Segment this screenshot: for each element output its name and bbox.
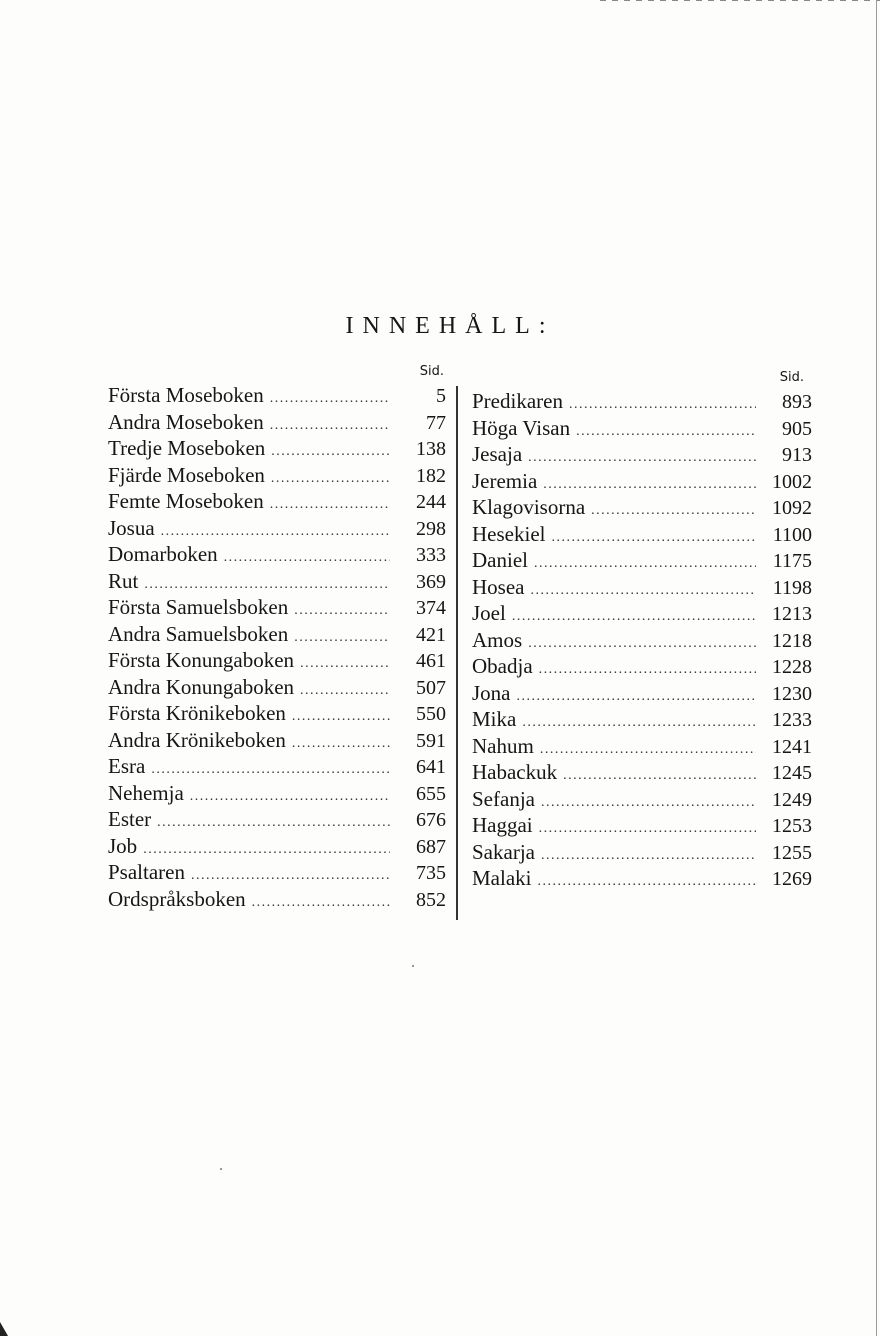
book-name: Första Konungaboken bbox=[108, 648, 295, 672]
toc-entry[interactable] bbox=[472, 521, 812, 548]
toc-entry[interactable] bbox=[472, 574, 812, 601]
book-name: Andra Moseboken bbox=[108, 409, 264, 434]
dot-leader bbox=[190, 784, 390, 811]
toc-entry[interactable] bbox=[108, 727, 448, 754]
scan-corner-mark bbox=[0, 1322, 8, 1336]
toc-entry[interactable] bbox=[108, 568, 448, 595]
book-name: Hesekiel bbox=[472, 521, 546, 546]
page-number: 507 bbox=[416, 676, 446, 699]
dot-leader bbox=[270, 413, 390, 440]
toc-entry[interactable] bbox=[472, 468, 812, 495]
dot-leader bbox=[569, 392, 756, 419]
book-name: Psaltaren bbox=[108, 860, 185, 884]
dot-leader bbox=[563, 763, 756, 790]
page-number: 591 bbox=[416, 729, 446, 752]
book-name: Nehemja bbox=[108, 780, 184, 805]
toc-entry[interactable] bbox=[472, 388, 812, 415]
page-column-header: Sid. bbox=[419, 364, 444, 379]
dot-leader bbox=[539, 816, 756, 843]
toc-entry[interactable] bbox=[108, 488, 448, 515]
dot-leader bbox=[151, 757, 390, 784]
page-number: 182 bbox=[416, 464, 446, 487]
dot-leader bbox=[270, 492, 390, 519]
dot-leader bbox=[271, 466, 390, 493]
page-number: 374 bbox=[416, 597, 446, 619]
page-edge-top bbox=[600, 0, 880, 1]
toc-entry[interactable] bbox=[108, 674, 448, 701]
page-number: 1230 bbox=[772, 682, 812, 705]
dot-leader bbox=[576, 419, 756, 446]
page-number: 1198 bbox=[772, 576, 812, 599]
dot-leader bbox=[540, 737, 756, 764]
book-name: Mika bbox=[472, 707, 517, 731]
page-number: 461 bbox=[416, 650, 446, 672]
dot-leader bbox=[300, 651, 390, 678]
page-number: 1228 bbox=[772, 656, 812, 678]
page-number: 77 bbox=[426, 411, 446, 434]
dot-leader bbox=[270, 386, 390, 413]
page-number: 5 bbox=[436, 385, 446, 407]
toc-entries-left bbox=[108, 382, 448, 912]
dot-leader bbox=[541, 790, 756, 817]
dot-leader bbox=[528, 631, 756, 658]
dot-leader bbox=[522, 710, 756, 737]
book-name: Amos bbox=[472, 627, 523, 652]
dot-leader bbox=[224, 545, 390, 572]
toc-entry[interactable] bbox=[108, 833, 448, 860]
page-number: 905 bbox=[782, 417, 812, 440]
page-number: 244 bbox=[416, 491, 446, 513]
book-name: Ester bbox=[108, 807, 152, 831]
dot-leader bbox=[541, 843, 756, 870]
book-name: Jona bbox=[472, 680, 511, 705]
page-number: 1245 bbox=[772, 762, 812, 784]
book-name: Andra Samuelsboken bbox=[108, 621, 289, 646]
page-number: 641 bbox=[416, 756, 446, 778]
page-number: 1255 bbox=[772, 841, 812, 864]
toc-entry[interactable] bbox=[472, 839, 812, 866]
page-number: 1213 bbox=[772, 603, 812, 625]
toc-entry[interactable] bbox=[108, 780, 448, 807]
dot-leader bbox=[517, 684, 757, 711]
toc-entry[interactable] bbox=[108, 435, 448, 462]
book-name: Ordspråksboken bbox=[108, 886, 246, 911]
page-number: 687 bbox=[416, 835, 446, 858]
page-number: 913 bbox=[782, 444, 812, 466]
book-name: Daniel bbox=[472, 548, 528, 572]
dot-leader bbox=[539, 657, 756, 684]
toc-entry[interactable] bbox=[472, 415, 812, 442]
toc-entry[interactable] bbox=[472, 759, 812, 786]
dot-leader bbox=[292, 731, 390, 758]
book-name: Nahum bbox=[472, 733, 534, 758]
page-number: 1092 bbox=[772, 497, 812, 519]
book-name: Första Samuelsboken bbox=[108, 595, 289, 619]
book-name: Haggai bbox=[472, 813, 533, 837]
toc-entry[interactable] bbox=[108, 621, 448, 648]
page-title: INNEHÅLL: bbox=[345, 313, 555, 339]
page-number: 893 bbox=[782, 391, 812, 413]
page-number: 1233 bbox=[772, 709, 812, 731]
page-edge-right bbox=[876, 0, 877, 1336]
book-name: Andra Krönikeboken bbox=[108, 727, 286, 752]
page-number: 1175 bbox=[772, 550, 812, 572]
paper-speck bbox=[220, 1168, 222, 1170]
page-number: 421 bbox=[416, 623, 446, 646]
toc-entry[interactable] bbox=[108, 859, 448, 886]
toc-entry[interactable] bbox=[472, 706, 812, 733]
toc-entry[interactable] bbox=[472, 441, 812, 468]
toc-entry[interactable] bbox=[108, 753, 448, 780]
book-name: Höga Visan bbox=[472, 415, 571, 440]
dot-leader bbox=[591, 498, 756, 525]
book-name: Första Moseboken bbox=[108, 383, 264, 407]
book-name: Josua bbox=[108, 515, 155, 540]
page-number: 655 bbox=[416, 782, 446, 805]
toc-entry[interactable] bbox=[472, 600, 812, 627]
toc-entry[interactable] bbox=[108, 806, 448, 833]
toc-entry[interactable] bbox=[108, 594, 448, 621]
dot-leader bbox=[512, 604, 756, 631]
dot-leader bbox=[530, 578, 756, 605]
book-name: Esra bbox=[108, 754, 146, 778]
book-name: Jeremia bbox=[472, 468, 538, 493]
page-number: 735 bbox=[416, 862, 446, 884]
page-number: 369 bbox=[416, 570, 446, 593]
book-name: Hosea bbox=[472, 574, 525, 599]
dot-leader bbox=[300, 678, 390, 705]
dot-leader bbox=[534, 551, 756, 578]
page-number: 138 bbox=[416, 438, 446, 460]
book-name: Fjärde Moseboken bbox=[108, 462, 265, 487]
page-number: 1269 bbox=[772, 868, 812, 890]
dot-leader bbox=[528, 445, 756, 472]
page-number: 852 bbox=[416, 888, 446, 911]
page-number: 676 bbox=[416, 809, 446, 831]
book-name: Habackuk bbox=[472, 760, 558, 784]
book-name: Första Krönikeboken bbox=[108, 701, 286, 725]
book-name: Predikaren bbox=[472, 389, 563, 413]
book-name: Malaki bbox=[472, 866, 532, 890]
dot-leader bbox=[292, 704, 390, 731]
toc-entry[interactable] bbox=[108, 515, 448, 542]
toc-entry[interactable] bbox=[472, 680, 812, 707]
book-name: Tredje Moseboken bbox=[108, 436, 266, 460]
toc-entry[interactable] bbox=[472, 494, 812, 521]
book-name: Joel bbox=[472, 601, 506, 625]
dot-leader bbox=[294, 625, 390, 652]
page-number: 298 bbox=[416, 517, 446, 540]
page-number: 1100 bbox=[772, 523, 812, 546]
dot-leader bbox=[252, 890, 390, 917]
page-number: 333 bbox=[416, 544, 446, 566]
toc-entry[interactable] bbox=[108, 886, 448, 913]
dot-leader bbox=[537, 869, 756, 896]
book-name: Sefanja bbox=[472, 786, 535, 811]
dot-leader bbox=[271, 439, 390, 466]
toc-entry[interactable] bbox=[472, 786, 812, 813]
page-number: 1249 bbox=[772, 788, 812, 811]
page-number: 1218 bbox=[772, 629, 812, 652]
book-name: Rut bbox=[108, 568, 139, 593]
book-name: Sakarja bbox=[472, 839, 535, 864]
toc-entry[interactable] bbox=[108, 462, 448, 489]
toc-entry[interactable] bbox=[108, 541, 448, 568]
column-divider bbox=[456, 386, 458, 920]
book-name: Femte Moseboken bbox=[108, 489, 264, 513]
dot-leader bbox=[157, 810, 390, 837]
toc-entry[interactable] bbox=[472, 547, 812, 574]
toc-entry[interactable] bbox=[472, 812, 812, 839]
page-number: 550 bbox=[416, 703, 446, 725]
book-name: Domarboken bbox=[108, 542, 218, 566]
toc-entry[interactable] bbox=[108, 409, 448, 436]
book-name: Obadja bbox=[472, 654, 533, 678]
page-number: 1241 bbox=[772, 735, 812, 758]
toc-entries-right bbox=[472, 388, 812, 892]
page-column-header: Sid. bbox=[779, 370, 804, 385]
dot-leader bbox=[551, 525, 756, 552]
paper-speck bbox=[412, 965, 414, 967]
book-name: Jesaja bbox=[472, 442, 523, 466]
toc-entry[interactable] bbox=[108, 382, 448, 409]
dot-leader bbox=[294, 598, 390, 625]
toc-entry[interactable] bbox=[108, 700, 448, 727]
toc-entry[interactable] bbox=[108, 647, 448, 674]
page-number: 1253 bbox=[772, 815, 812, 837]
book-name: Klagovisorna bbox=[472, 495, 586, 519]
toc-entry[interactable] bbox=[472, 653, 812, 680]
book-name: Andra Konungaboken bbox=[108, 674, 295, 699]
toc-entry[interactable] bbox=[472, 733, 812, 760]
page-number: 1002 bbox=[772, 470, 812, 493]
toc-entry[interactable] bbox=[472, 865, 812, 892]
book-name: Job bbox=[108, 833, 138, 858]
